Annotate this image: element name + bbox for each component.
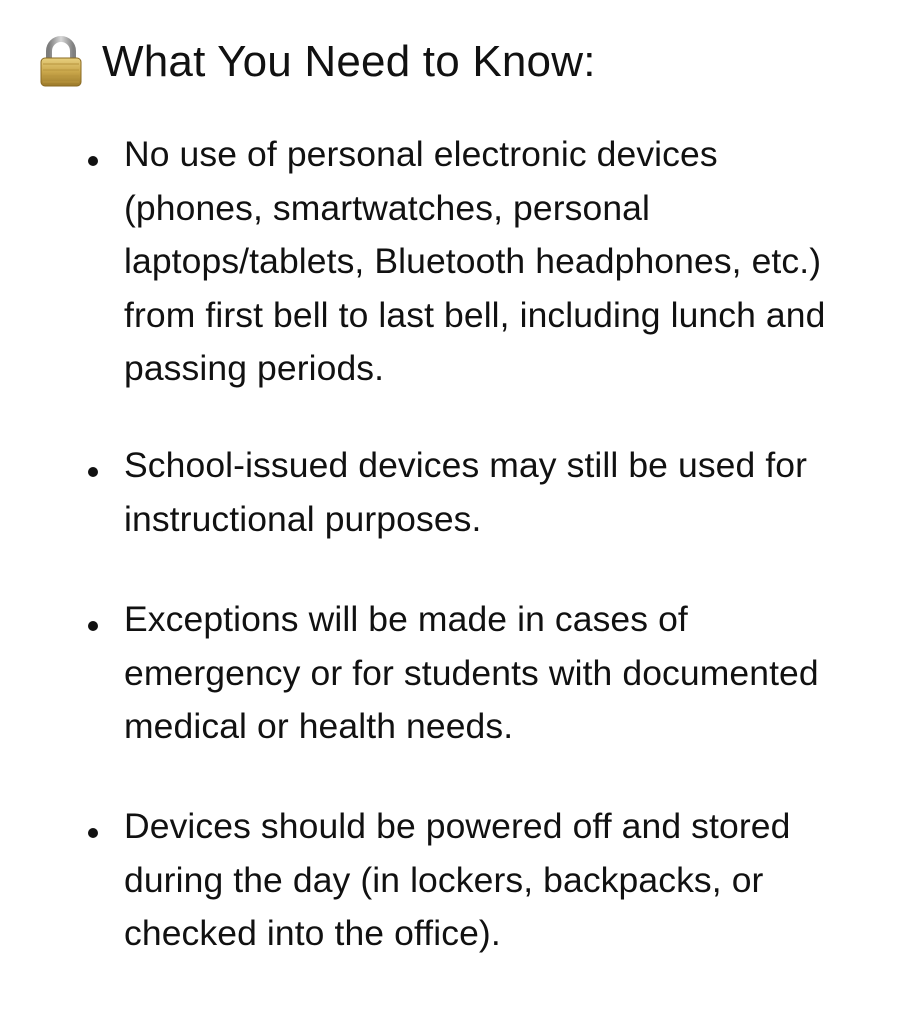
page-title: What You Need to Know: [102, 37, 596, 86]
list-item-text: No use of personal electronic devices (phones, smartwatches, personal laptops/tablets, Bluetooth headphones, etc.) from first bell to last bell, including lunch and passing periods. [124, 134, 826, 388]
list-item-text: Devices should be powered off and stored during the day (in lockers, backpacks, or checked into the office). [124, 806, 791, 953]
list-item-text: Exceptions will be made in cases of emergency or for students with documented medical or health needs. [124, 599, 819, 746]
bullet-icon [88, 467, 98, 477]
bullet-icon [88, 828, 98, 838]
bullet-icon [88, 621, 98, 631]
lock-icon [38, 36, 84, 88]
list-item-text: School-issued devices may still be used for instructional purposes. [124, 445, 808, 539]
bullet-icon [88, 156, 98, 166]
section-heading [38, 30, 596, 94]
